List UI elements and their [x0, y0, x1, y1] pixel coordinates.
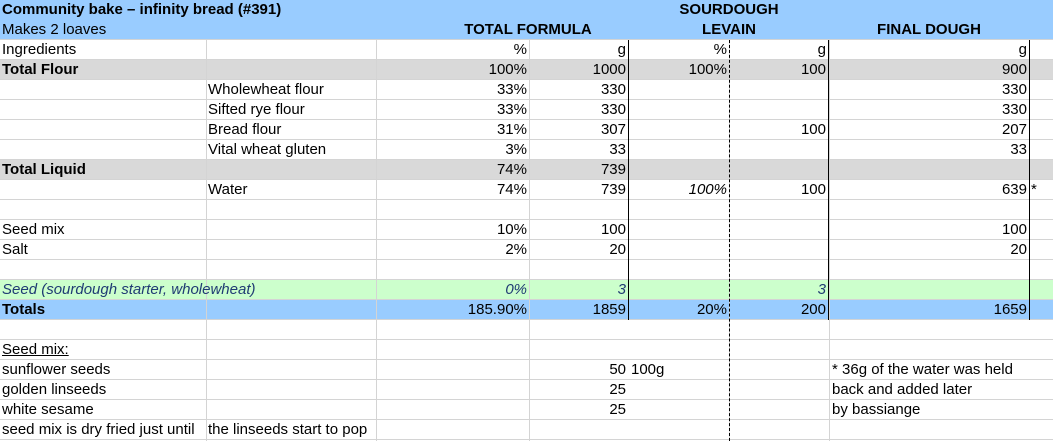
totals-tf-pct: 185.90% [467, 301, 527, 318]
total-flour-tf-pct: 100% [488, 61, 527, 78]
flour-tf-g: 330 [600, 81, 626, 98]
salt-tf-g: 20 [609, 241, 626, 258]
seed-mix-tf-pct: 10% [496, 221, 527, 238]
seed-item-name: golden linseeds [2, 381, 107, 398]
flour-tf-g: 33 [609, 141, 626, 158]
water-fd-g: 639 [1001, 181, 1027, 198]
total-liquid-tf-pct: 74% [496, 161, 527, 178]
flour-lv-g: 100 [800, 121, 826, 138]
flour-lv-g [729, 80, 826, 100]
header-total-formula: TOTAL FORMULA [464, 21, 592, 38]
sheet-title: Community bake – infinity bread (#391) [2, 1, 282, 18]
col-line [206, 40, 207, 441]
salt-fd-g: 20 [1010, 241, 1027, 258]
flour-fd-g: 207 [1001, 121, 1027, 138]
lv-pct-unit: % [713, 41, 727, 58]
seed-item-amount: 25 [609, 401, 626, 418]
total-flour-lv-g: 100 [800, 61, 826, 78]
total-liquid-tf-g: 739 [600, 161, 626, 178]
water-note-line: back and added later [832, 381, 973, 398]
totals-label: Totals [2, 301, 46, 318]
seed-mix-tf-g: 100 [600, 221, 626, 238]
row-line [0, 339, 1053, 340]
flour-fd-g: 330 [1001, 81, 1027, 98]
water-lv-pct: 100% [688, 181, 727, 198]
flour-tf-pct: 31% [496, 121, 527, 138]
flour-tf-pct: 33% [496, 101, 527, 118]
header-levain: LEVAIN [702, 21, 756, 38]
flour-name: Wholewheat flour [208, 81, 324, 98]
seed-item-name: white sesame [2, 401, 94, 418]
water-tf-g: 739 [600, 181, 626, 198]
water-name: Water [208, 181, 248, 198]
seed-lv-g: 3 [817, 281, 826, 298]
totals-lv-pct: 20% [696, 301, 727, 318]
flour-lv-g [729, 100, 826, 120]
total-flour-tf-g: 1000 [592, 61, 626, 78]
flour-tf-pct: 3% [505, 141, 527, 158]
water-footnote-mark: * [1031, 181, 1037, 198]
seed-mix-label: Seed mix [2, 221, 65, 238]
seed-mix-note: seed mix is dry fried just until [2, 421, 195, 438]
seed-item-extra: 100g [631, 361, 665, 378]
tf-pct-unit: % [513, 41, 527, 58]
seed-tf-g: 3 [617, 281, 626, 298]
salt-tf-pct: 2% [505, 241, 527, 258]
flour-tf-g: 330 [600, 101, 626, 118]
fd-g-unit: g [1018, 41, 1027, 58]
seed-mix-note-continued: the linseeds start to pop [208, 421, 368, 438]
flour-name: Vital wheat gluten [208, 141, 327, 158]
seed-item-name: sunflower seeds [2, 361, 111, 378]
flour-fd-g: 33 [1010, 141, 1027, 158]
sheet-subtitle: Makes 2 loaves [2, 21, 107, 38]
ingredients-label: Ingredients [2, 41, 77, 58]
flour-fd-g: 330 [1001, 101, 1027, 118]
total-flour-label: Total Flour [2, 61, 79, 78]
flour-name: Bread flour [208, 121, 282, 138]
water-lv-g: 100 [800, 181, 826, 198]
seed-item-amount: 25 [609, 381, 626, 398]
flour-tf-pct: 33% [496, 81, 527, 98]
final-dough-border [1029, 40, 1030, 320]
flour-tf-g: 307 [600, 121, 626, 138]
total-flour-lv-pct: 100% [688, 61, 727, 78]
total-liquid-label: Total Liquid [2, 161, 86, 178]
flour-lv-g [729, 140, 826, 160]
seed-item-amount: 50 [609, 361, 626, 378]
flour-name: Sifted rye flour [208, 101, 305, 118]
water-note-line: by bassiange [832, 401, 921, 418]
totals-lv-g: 200 [800, 301, 826, 318]
water-tf-pct: 74% [496, 181, 527, 198]
tf-g-unit: g [617, 41, 626, 58]
seed-label: Seed (sourdough starter, wholewheat) [2, 281, 256, 298]
header-sourdough: SOURDOUGH [679, 1, 779, 18]
seed-mix-fd-g: 100 [1001, 221, 1027, 238]
water-note-line: * 36g of the water was held [832, 361, 1013, 378]
seed-tf-pct: 0% [505, 281, 527, 298]
totals-fd-g: 1659 [993, 301, 1027, 318]
seed-mix-heading: Seed mix: [2, 341, 69, 358]
total-flour-fd-g: 900 [1001, 61, 1027, 78]
lv-g-unit: g [817, 41, 826, 58]
header-final-dough: FINAL DOUGH [877, 21, 981, 38]
totals-tf-g: 1859 [592, 301, 626, 318]
salt-label: Salt [2, 241, 28, 258]
